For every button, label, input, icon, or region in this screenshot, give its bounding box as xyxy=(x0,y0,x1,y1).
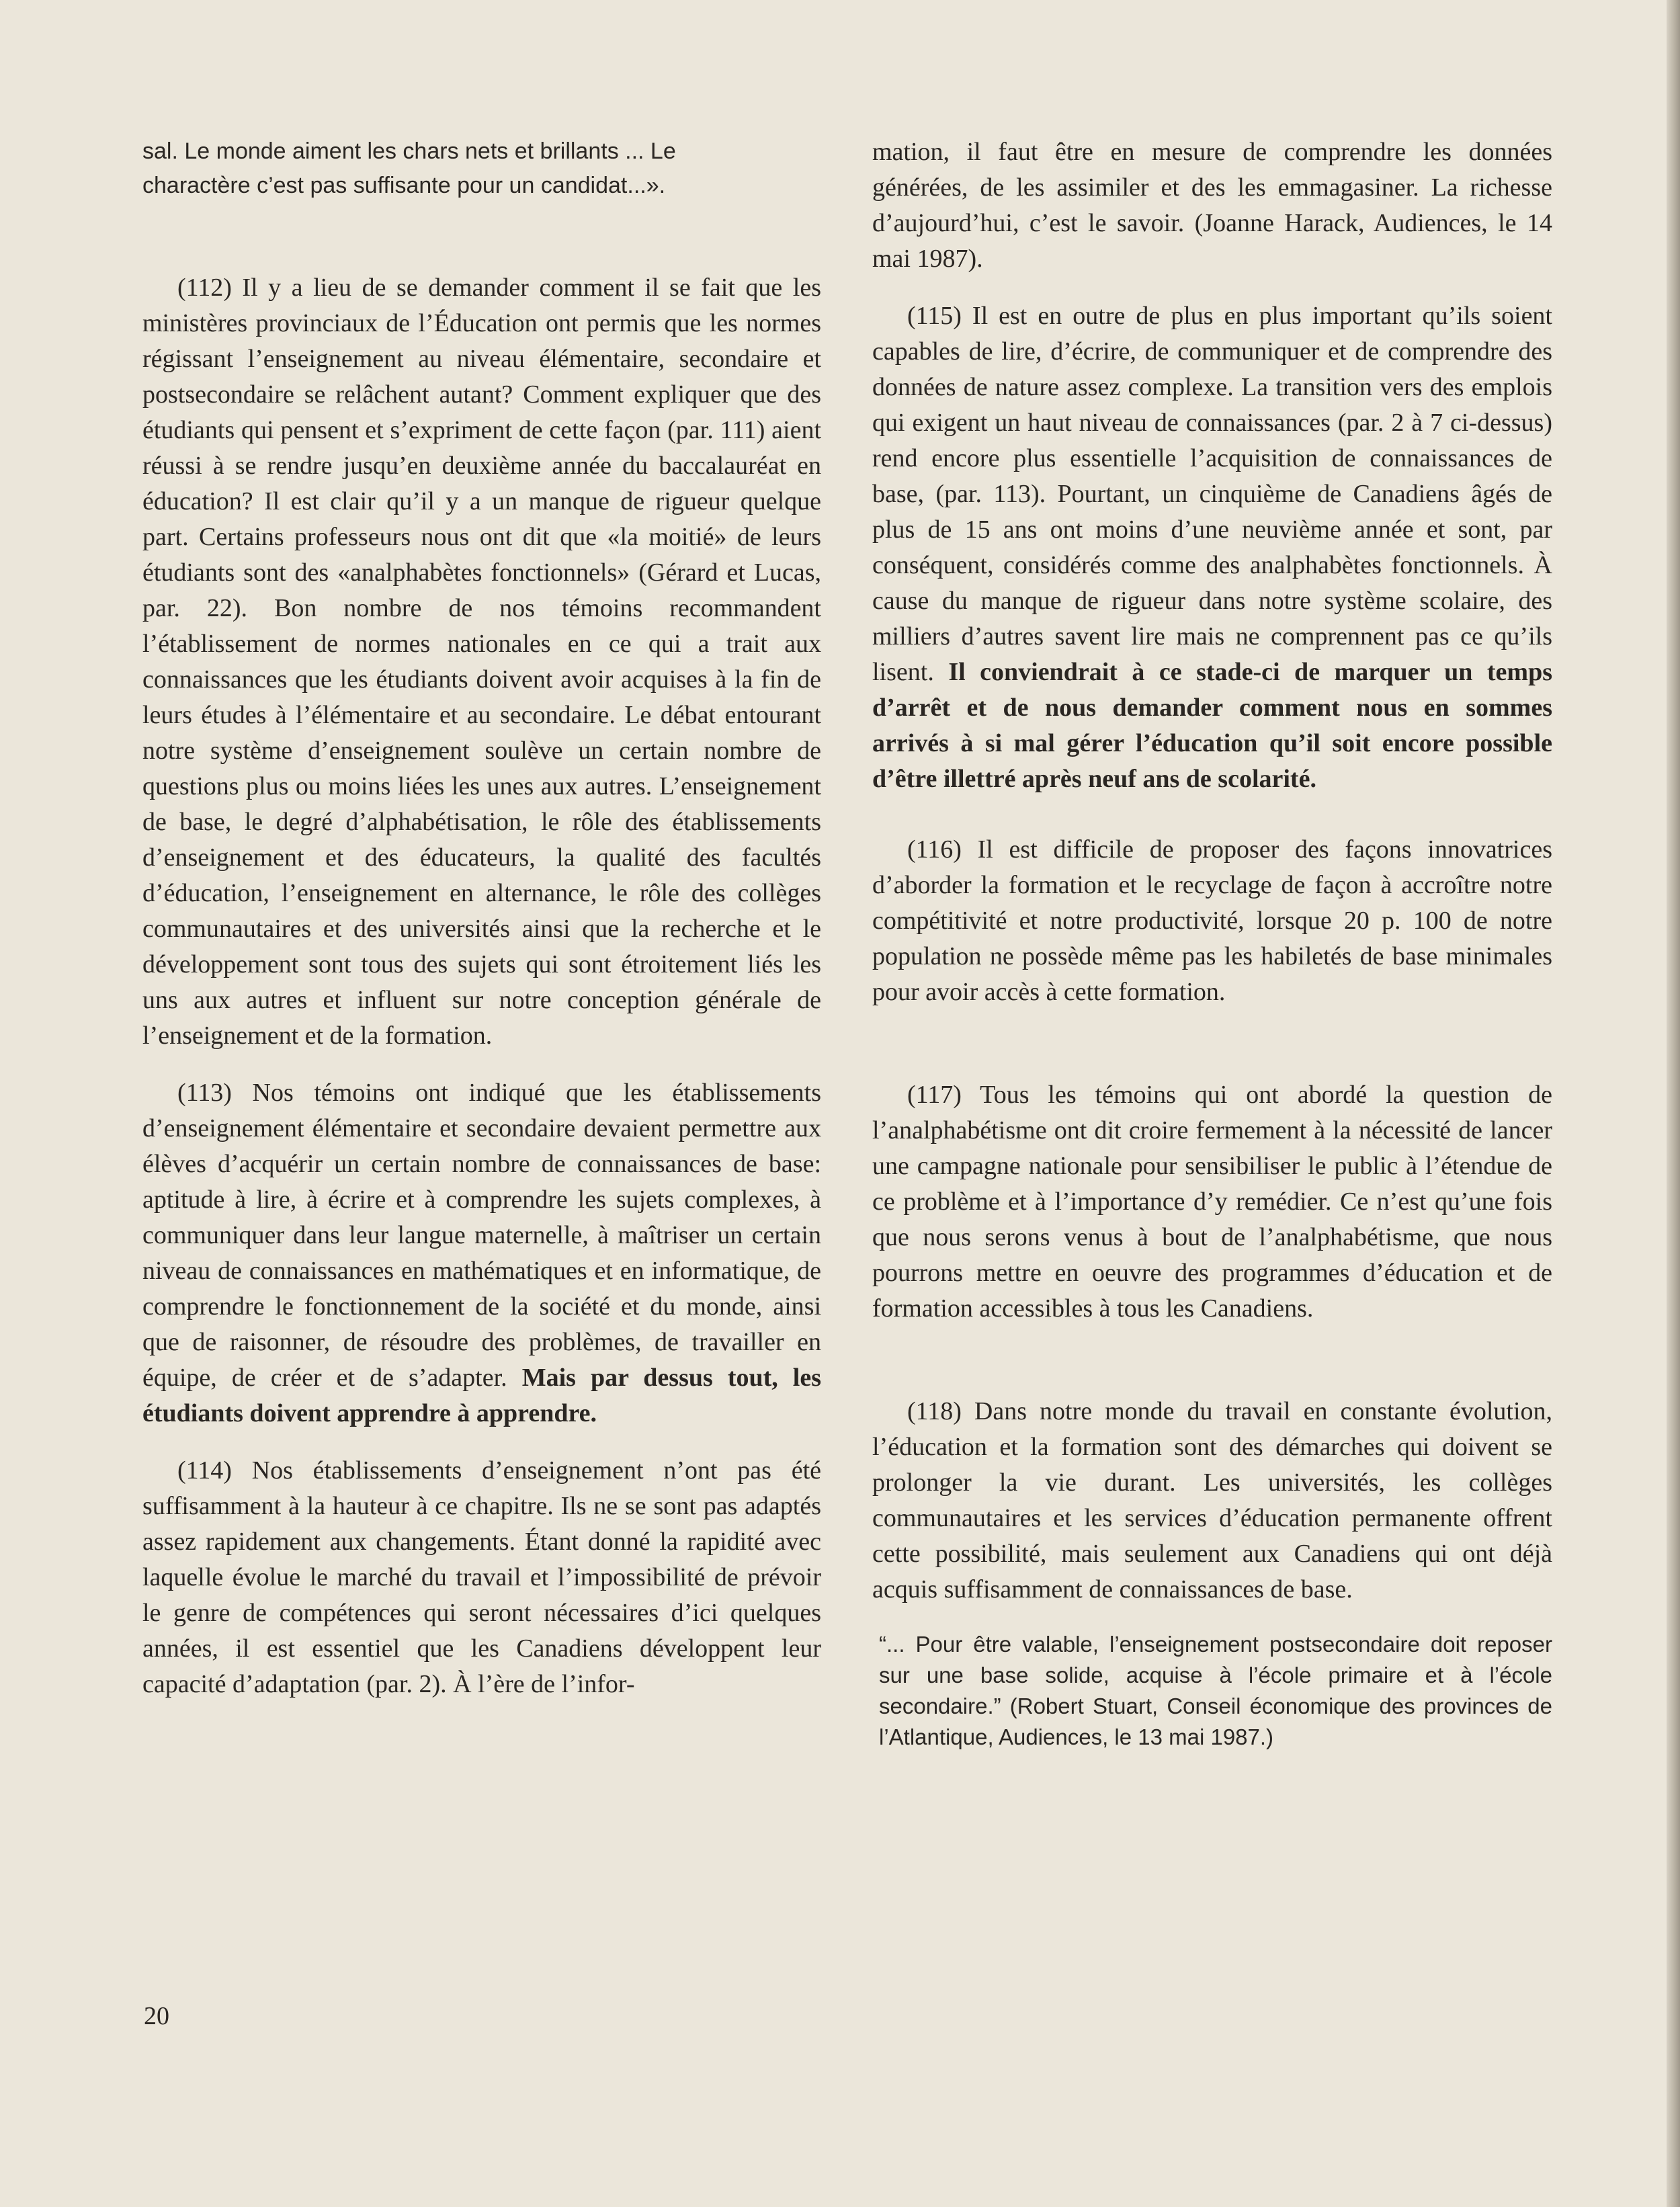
paragraph-113-emphasis: Mais par dessus tout, les étudiants doivent apprendre à apprendre. xyxy=(142,1364,821,1427)
paragraph-115-emphasis: Il conviendrait à ce stade-ci de marquer un temps d’arrêt et de nous demander comment nous en sommes arrivés à si mal gérer l’éducation qu’il soit encore possible d’être illettré après neuf ans de scolarité. xyxy=(872,658,1552,793)
paragraph-114: (114) Nos établissements d’enseignement n’ont pas été suffisamment à la hauteur à ce chapitre. Ils ne se sont pas adaptés assez rapidement aux changements. Étant donné la rapidité avec laquelle évolue le marché du travail et l’impossibilité de prévoir le genre de compétences qui seront nécessaires d’ici quelques années, il est essentiel que les Canadiens développent leur capacité d’adaptation (par. 2). À l’ère de l’infor- xyxy=(142,1456,821,1698)
page-edge xyxy=(1667,0,1680,2207)
paragraph-114-continued: mation, il faut être en mesure de comprendre les données générées, de les assimiler et des les emmagasiner. La richesse d’aujourd’hui, c’est le savoir. (Joanne Harack, Audiences, le 14 mai 1987). xyxy=(872,138,1552,273)
testimony-quote: “... Pour être valable, l’enseignement postsecondaire doit reposer sur une base solide, acquise à l’école primaire et à l’école secondaire.” (Robert Stuart, Conseil économique des provinces de l’Atlantique, Audiences, le 13 mai 1987.) xyxy=(879,1632,1552,1749)
paragraph-115 xyxy=(872,298,1552,797)
paragraph-113-text: (113) Nos témoins ont indiqué que les établissements d’enseignement élémentaire et secondaire devaient permettre aux élèves d’acquérir un certain nombre de connaissances de base: aptitude à lire, à écrire et à comprendre les sujets complexes, à communiquer dans leur langue maternelle, à maîtriser un certain niveau de connaissances en mathématiques et en informatique, de comprendre le fonctionnement de la société et du monde, ainsi que de raisonner, de résoudre des problèmes, de travailler en équipe, de créer et de s’adapter. xyxy=(142,1079,821,1392)
left-column xyxy=(142,134,821,1702)
paragraph-112: (112) Il y a lieu de se demander comment il se fait que les ministères provinciaux de l’Éducation ont permis que les normes régissant l’enseignement au niveau élémentaire, secondaire et postsecondaire se relâchent autant? Comment expliquer que des étudiants qui pensent et s’expriment de cette façon (par. 111) aient réussi à se rendre jusqu’en deuxième année du baccalauréat en éducation? Il est clair qu’il y a un manque de rigueur quelque part. Certains professeurs nous ont dit que «la moitié» de leurs étudiants sont des «analphabètes fonctionnels» (Gérard et Lucas, par. 22). Bon nombre de nos témoins recommandent l’établissement de normes nationales en ce qui a trait aux connaissances que les étudiants doivent avoir acquises à la fin de leurs études à l’élémentaire et au secondaire. Le débat entourant notre système d’enseignement soulève un certain nombre de questions plus ou moins liées les unes aux autres. L’enseignement de base, le degré d’alphabétisation, le rôle des établissements d’enseignement et des éducateurs, la qualité des facultés d’éducation, l’enseignement en alternance, le rôle des collèges communautaires et des universités ainsi que la recherche et le développement sont tous des sujets qui sont étroitement liés les uns aux autres et influent sur notre conception générale de l’enseignement et de la formation. xyxy=(142,274,821,1050)
quote-continuation xyxy=(142,134,821,203)
page-number: 20 xyxy=(144,2002,169,2030)
paragraph-116: (116) Il est difficile de proposer des façons innovatrices d’aborder la formation et le recyclage de façon à accroître notre compétitivité et notre productivité, lorsque 20 p. 100 de notre population ne possède même pas les habiletés de base minimales pour avoir accès à cette formation. xyxy=(872,835,1552,1006)
right-column xyxy=(872,134,1552,1753)
paragraph-113 xyxy=(142,1075,821,1431)
paragraph-117: (117) Tous les témoins qui ont abordé la question de l’analphabétisme ont dit croire fermement à la nécessité de lancer une campagne nationale pour sensibiliser le public à l’étendue de ce problème et à l’importance d’y remédier. Ce n’est qu’une fois que nous serons venus à bout de l’analphabétisme, que nous pourrons mettre en oeuvre des programmes d’éducation et de formation accessibles à tous les Canadiens. xyxy=(872,1081,1552,1323)
quote-continuation-line-2: charactère c’est pas suffisante pour un candidat...». xyxy=(142,173,666,198)
paragraph-118: (118) Dans notre monde du travail en constante évolution, l’éducation et la formation sont des démarches qui doivent se prolonger la vie durant. Les universités, les collèges communautaires et les services d’éducation permanente offrent cette possibilité, mais seulement aux Canadiens qui ont déjà acquis suffisamment de connaissances de base. xyxy=(872,1397,1552,1604)
paragraph-115-text: (115) Il est en outre de plus en plus important qu’ils soient capables de lire, d’écrire, de communiquer et de comprendre des données de nature assez complexe. La transition vers des emplois qui exigent un haut niveau de connaissances (par. 2 à 7 ci-dessus) rend encore plus essentielle l’acquisition de connaissances de base, (par. 113). Pourtant, un cinquième de Canadiens âgés de plus de 15 ans ont moins d’une neuvième année et sont, par conséquent, considérés comme des analphabètes fonctionnels. À cause du manque de rigueur dans notre système scolaire, des milliers d’autres savent lire mais ne comprennent pas ce qu’ils lisent. xyxy=(872,302,1552,686)
quote-continuation-line-1: sal. Le monde aiment les chars nets et brillants ... Le xyxy=(142,138,676,164)
